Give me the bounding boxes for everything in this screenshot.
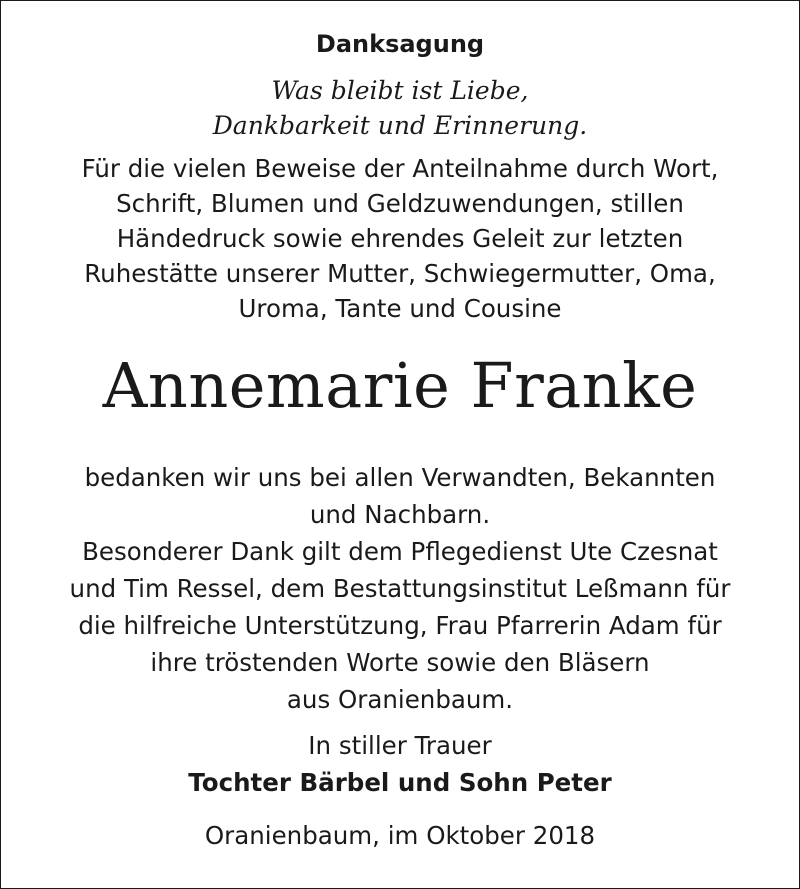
thanks-paragraph bbox=[1, 459, 799, 718]
motto bbox=[1, 73, 799, 143]
mourning-line: In stiller Trauer bbox=[308, 731, 492, 760]
motto-line: Was bleibt ist Liebe, bbox=[271, 76, 529, 105]
thanks-line: die hilfreiche Unterstützung, Frau Pfarrerin Adam für bbox=[78, 611, 722, 640]
intro-line: Ruhestätte unserer Mutter, Schwiegermutter, Oma, bbox=[84, 259, 716, 288]
thanks-line: Besonderer Dank gilt dem Pflegedienst Ute Czesnat bbox=[82, 537, 718, 566]
notice-heading: Danksagung bbox=[315, 30, 485, 58]
intro-line: Händedruck sowie ehrendes Geleit zur letzten bbox=[116, 224, 684, 253]
thanks-line: und Nachbarn. bbox=[309, 500, 491, 529]
place-date: Oranienbaum, im Oktober 2018 bbox=[204, 821, 596, 850]
thanks-line: ihre tröstenden Worte sowie den Bläsern bbox=[150, 648, 650, 677]
intro-line: Für die vielen Beweise der Anteilnahme durch Wort, bbox=[81, 154, 719, 183]
thanks-line: und Tim Ressel, dem Bestattungsinstitut Leßmann für bbox=[69, 574, 731, 603]
deceased-name: Annemarie Franke bbox=[102, 349, 698, 422]
motto-line: Dankbarkeit und Erinnerung. bbox=[212, 111, 588, 140]
intro-line: Schrift, Blumen und Geldzuwendungen, stillen bbox=[116, 189, 684, 218]
signers: Tochter Bärbel und Sohn Peter bbox=[188, 768, 612, 797]
intro-paragraph bbox=[1, 151, 799, 326]
thanks-line: aus Oranienbaum. bbox=[286, 685, 514, 714]
intro-line: Uroma, Tante und Cousine bbox=[238, 294, 562, 323]
thanks-line: bedanken wir uns bei allen Verwandten, Bekannten bbox=[84, 463, 716, 492]
closing-block bbox=[1, 727, 799, 801]
